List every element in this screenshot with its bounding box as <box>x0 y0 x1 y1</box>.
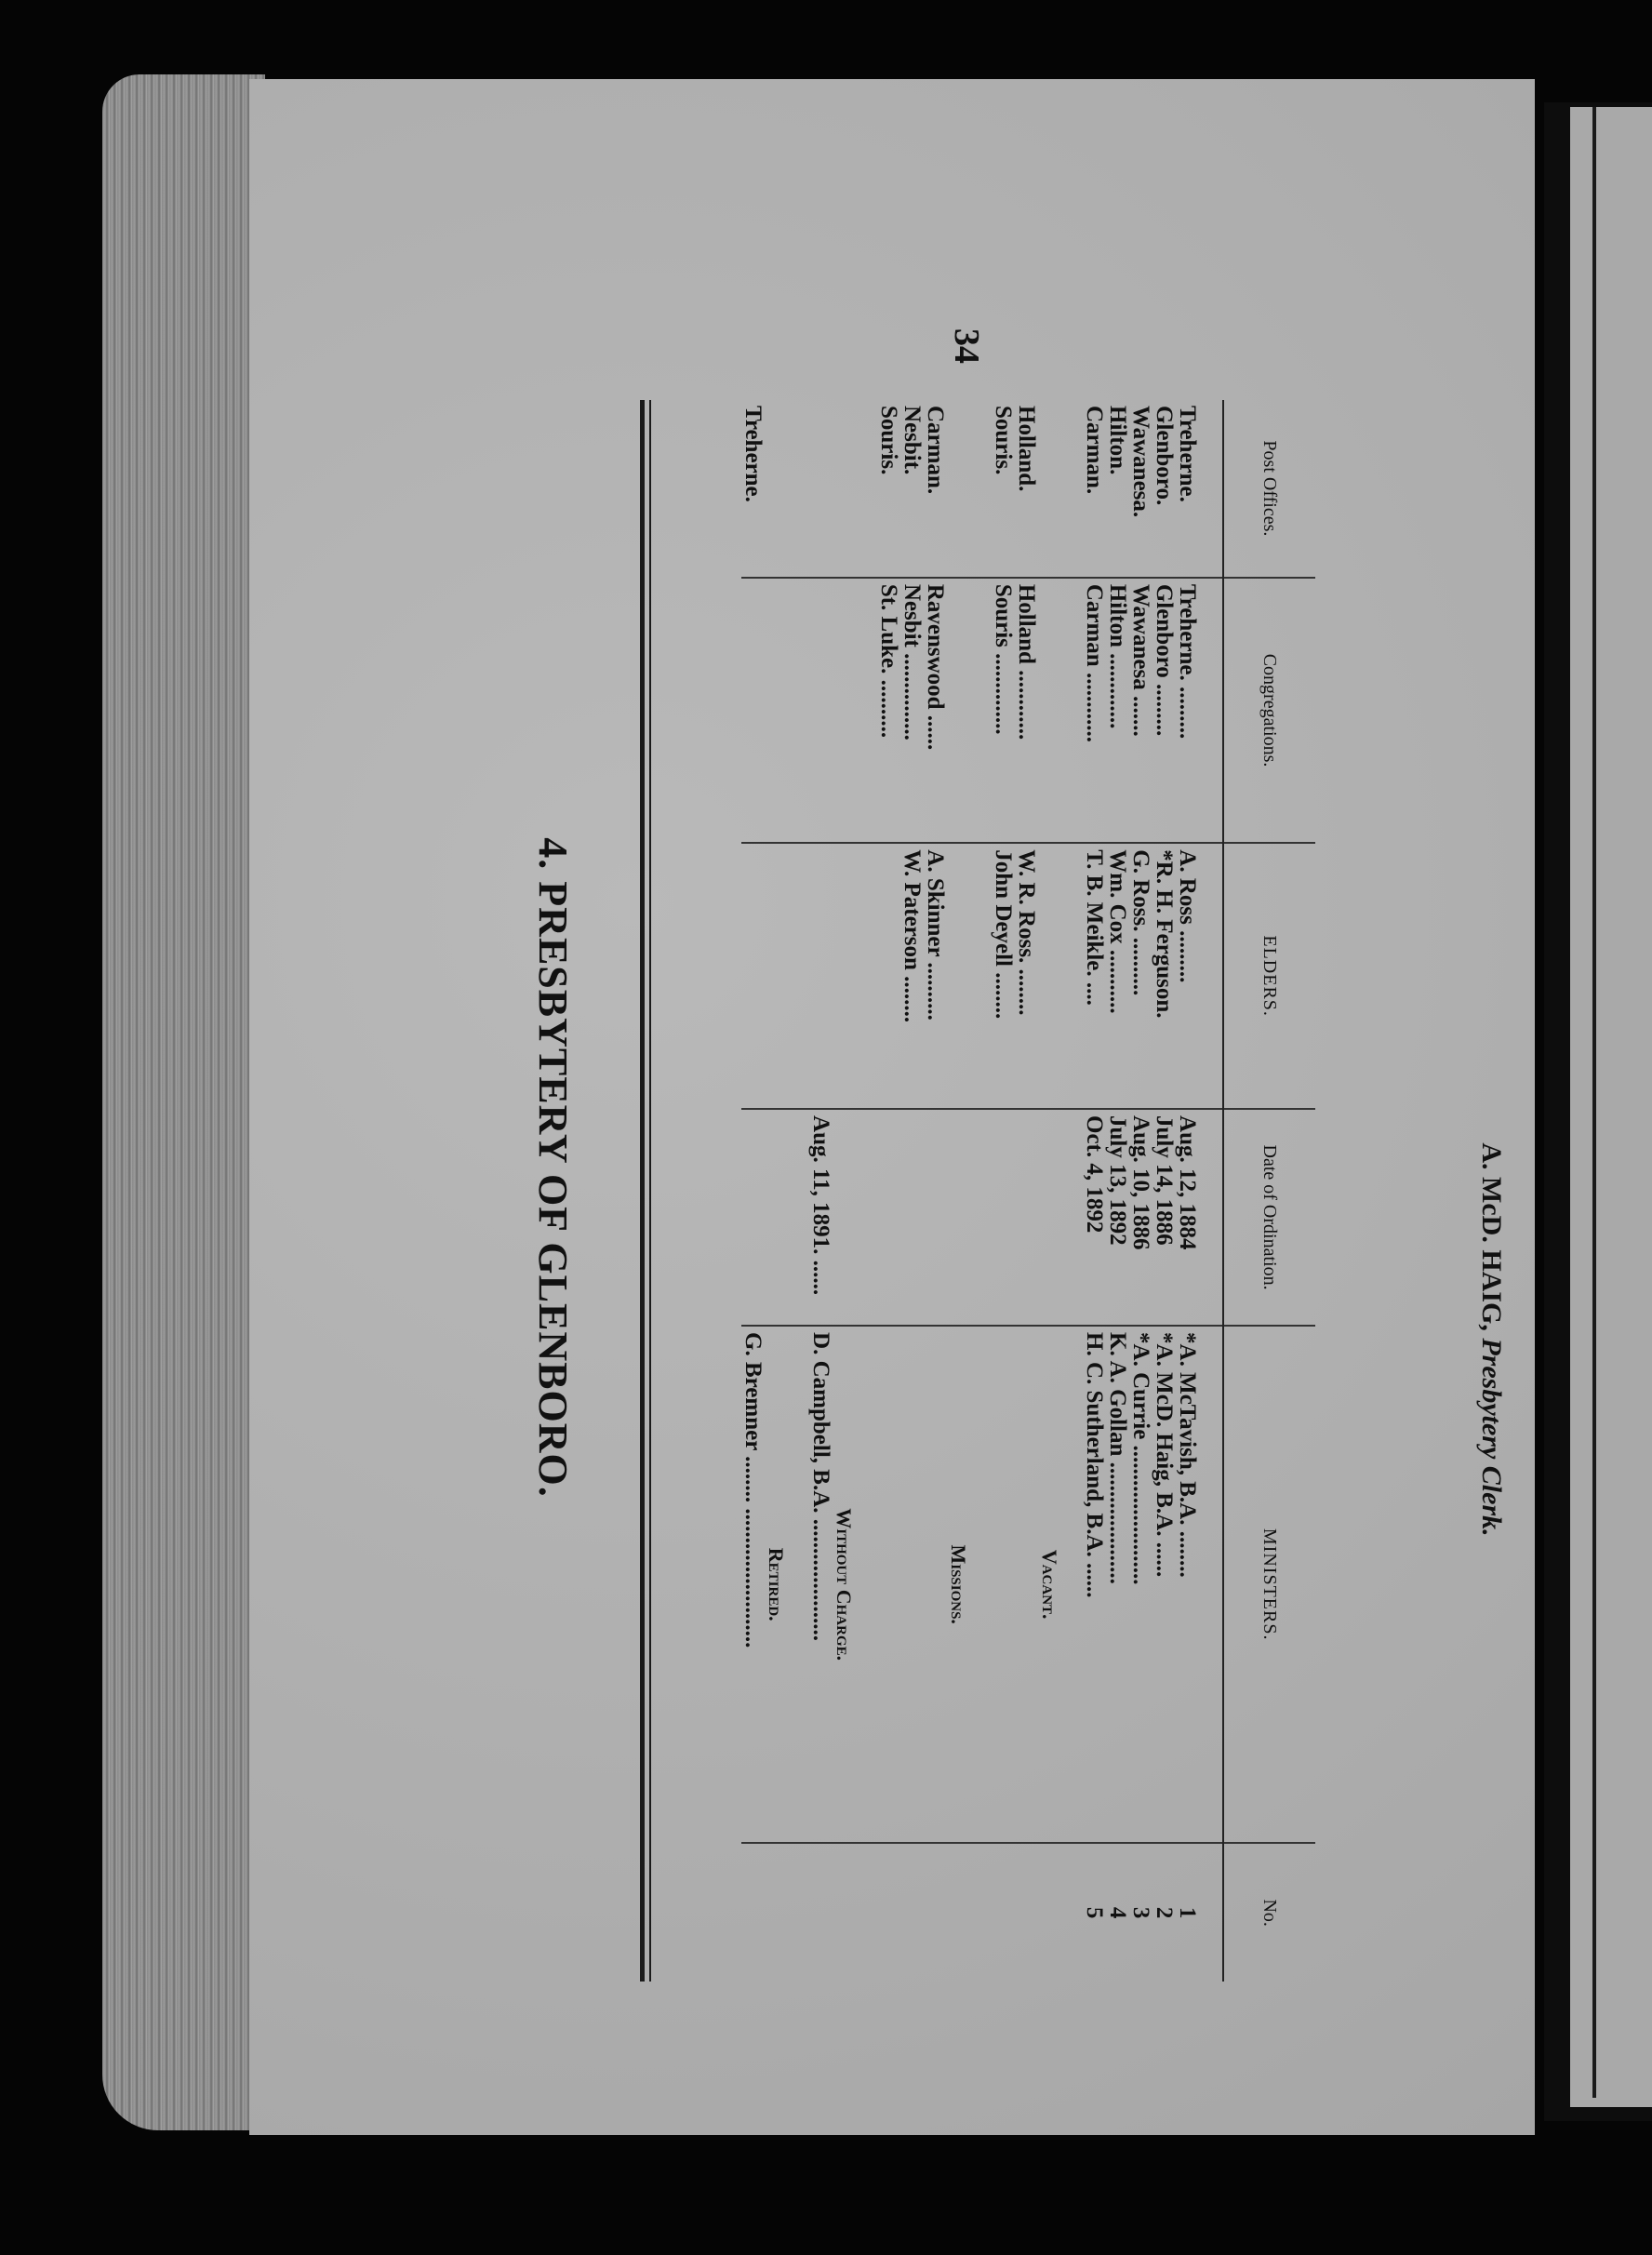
rotated-page-content <box>372 363 1507 2177</box>
congregation-cell: Ravenswood ...... <box>924 578 947 843</box>
elder-cell: W. Paterson ........ <box>900 843 924 1109</box>
table-header-row <box>1223 400 1315 1981</box>
clerk-name: A. McD. HAIG, <box>1476 1142 1507 1331</box>
header-post-offices: Post Offices. <box>1223 400 1315 578</box>
page-title: 4. PRESBYTERY OF GLENBORO. <box>530 837 576 1498</box>
retired-section <box>765 400 809 1981</box>
number-cell: 2 <box>1152 1906 1177 1919</box>
date-cell: Oct. 4, 1892 <box>1083 1109 1106 1326</box>
post-office-cell: Wawanesa. <box>1129 400 1152 578</box>
page-number: 34 <box>947 328 986 364</box>
date-cell: July 13, 1892 <box>1106 1109 1129 1326</box>
table-row <box>877 400 900 1981</box>
title-rule-thin <box>649 400 651 1981</box>
header-no: No. <box>1223 1843 1315 1981</box>
table-row <box>992 400 1015 1981</box>
post-office-cell: Hilton. <box>1106 400 1129 578</box>
minister-cell: K. A. Gollan ..................... <box>1106 1326 1129 1843</box>
elder-cell: T. B. Meikle. .... <box>1083 843 1106 1109</box>
missions-heading: Missions. <box>947 1326 992 1843</box>
vacant-section <box>1038 400 1083 1981</box>
post-office-cell: Holland. <box>1015 400 1038 578</box>
table-row <box>924 400 947 1981</box>
table-row <box>1152 400 1176 1981</box>
header-congregations: Congregations. <box>1223 578 1315 843</box>
minister-cell: *A. McD. Haig, B.A. ...... <box>1152 1326 1176 1843</box>
congregation-cell: Nesbit ............... <box>900 578 924 843</box>
congregation-cell: Souris .............. <box>992 578 1015 843</box>
number-cell: 3 <box>1128 1906 1153 1919</box>
congregation-cell: Treherne. ......... <box>1176 578 1199 843</box>
elder-cell: Wm. Cox ........... <box>1106 843 1129 1109</box>
table-row <box>1106 400 1129 1981</box>
table-row <box>900 400 924 1981</box>
header-elders: ELDERS. <box>1223 843 1315 1109</box>
post-office-cell: Carman. <box>924 400 947 578</box>
post-office-cell: Glenboro. <box>1152 400 1176 578</box>
congregation-cell: Hilton ............. <box>1106 578 1129 843</box>
presbytery-table <box>741 400 1315 1981</box>
date-cell: Aug. 11, 1891. ...... <box>809 1109 833 1326</box>
minister-cell: *A. McTavish, B.A. ........ <box>1176 1326 1199 1843</box>
minister-cell: D. Campbell, B.A. ..................... <box>809 1326 833 1843</box>
date-cell: Aug. 12, 1884 <box>1176 1109 1199 1326</box>
table-row <box>741 400 765 1981</box>
facing-page-rule <box>1592 107 1596 2098</box>
clerk-signature <box>1475 735 1507 1944</box>
minister-cell: *A. Currie ........................ <box>1129 1326 1152 1843</box>
clerk-role: Presbytery Clerk. <box>1476 1338 1507 1537</box>
without-charge-heading: Without Charge. <box>833 1326 877 1843</box>
number-cell: 5 <box>1082 1906 1107 1919</box>
date-cell: Aug. 10, 1886 <box>1129 1109 1152 1326</box>
post-office-cell: Carman. <box>1083 400 1106 578</box>
title-rule-thick <box>640 400 645 1981</box>
elder-cell: W. R. Ross. ........ <box>1015 843 1038 1109</box>
table-row <box>1176 400 1199 1981</box>
elder-cell: *R. H. Ferguson. <box>1152 843 1176 1109</box>
number-cell: 1 <box>1175 1906 1200 1919</box>
congregation-cell: Carman ............ <box>1083 578 1106 843</box>
post-office-cell: Treherne. <box>741 400 765 578</box>
vacant-heading: Vacant. <box>1038 1326 1083 1843</box>
elder-cell: G. Ross. .......... <box>1129 843 1152 1109</box>
retired-heading: Retired. <box>765 1326 809 1843</box>
table-row <box>1129 400 1152 1981</box>
date-cell: July 14, 1886 <box>1152 1109 1176 1326</box>
elder-cell: John Deyell ........ <box>992 843 1015 1109</box>
post-office-cell: Souris. <box>877 400 900 578</box>
congregation-cell: St. Luke. .......... <box>877 578 900 843</box>
table-row <box>809 400 833 1981</box>
header-ministers: MINISTERS. <box>1223 1326 1315 1843</box>
missions-section <box>947 400 992 1981</box>
elder-cell: A. Skinner .......... <box>924 843 947 1109</box>
post-office-cell: Nesbit. <box>900 400 924 578</box>
without-charge-section <box>833 400 877 1981</box>
table-row <box>1083 400 1106 1981</box>
congregation-cell: Glenboro ......... <box>1152 578 1176 843</box>
table-row <box>1015 400 1038 1981</box>
congregation-cell: Wawanesa ....... <box>1129 578 1152 843</box>
header-date: Date of Ordination. <box>1223 1109 1315 1326</box>
congregation-cell: Holland ............ <box>1015 578 1038 843</box>
number-cell: 4 <box>1105 1906 1130 1919</box>
minister-cell: H. C. Sutherland, B.A. ...... <box>1083 1326 1106 1843</box>
elder-cell: A. Ross ......... <box>1176 843 1199 1109</box>
elder-cell <box>877 843 900 1109</box>
book-page-edges <box>102 74 265 2130</box>
facing-page <box>1570 107 1652 2107</box>
minister-cell: G. Bremner ........ ........................ <box>741 1326 765 1843</box>
post-office-cell: Souris. <box>992 400 1015 578</box>
post-office-cell: Treherne. <box>1176 400 1199 578</box>
